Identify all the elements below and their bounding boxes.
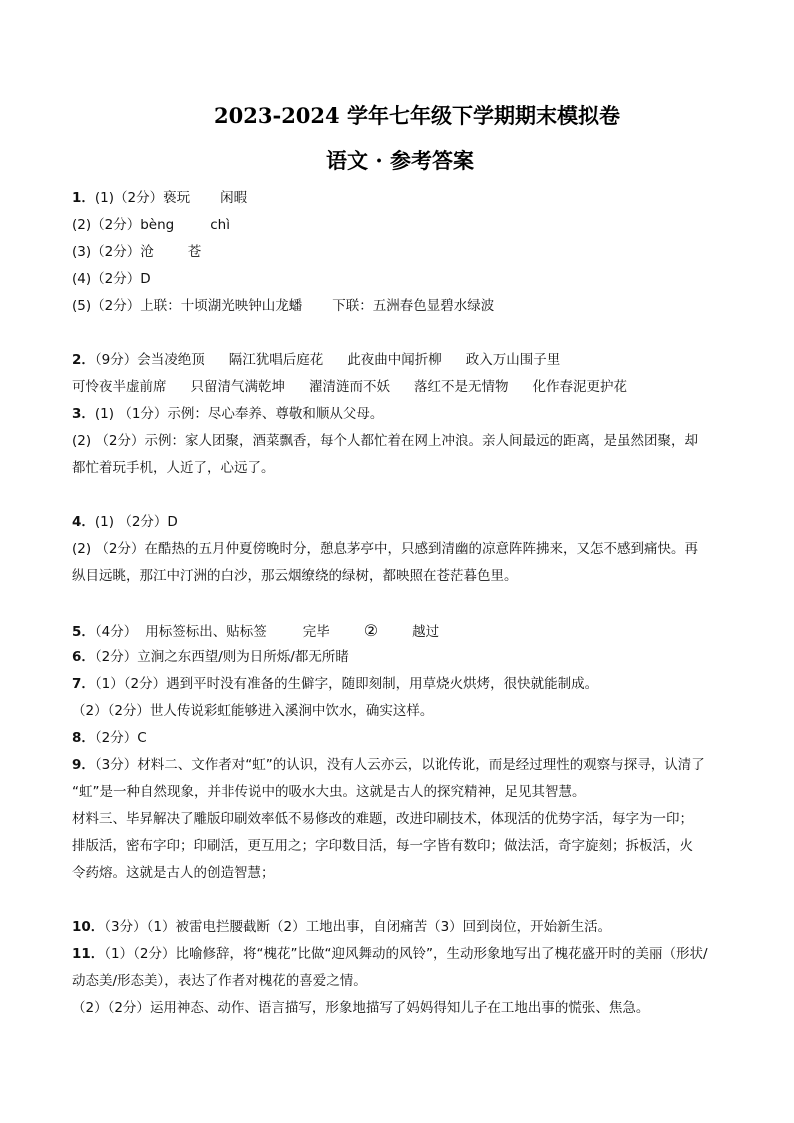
answer-text: “虹”是一种自然现象，并非传说中的吸水大虫。这就是古人的探究精神，足见其智慧。 xyxy=(72,784,586,800)
answer-label: （1）（2分） xyxy=(104,946,176,962)
answer-q1-5 xyxy=(72,293,724,320)
answer-text: 比喻修辞，将“槐花”比做“迎风舞动的风铃”，生动形象地写出了槐花盛开时的美丽（形状/ xyxy=(175,946,708,962)
answer-label: （9分） xyxy=(94,352,138,368)
question-number: 1． xyxy=(72,190,95,206)
answer-q11-1-cont xyxy=(72,968,724,995)
answer-text: chì xyxy=(210,217,230,233)
answer-q1-3 xyxy=(72,239,724,266)
answer-q3-1 xyxy=(72,401,724,428)
answer-label: (2)（2分） xyxy=(72,217,141,233)
answer-text: 材料三、毕昇解决了雕版印刷效率低不易修改的难题，改进印刷技术，体现活的优势字活，每字为一印； xyxy=(72,811,693,827)
answer-text: 濯清涟而不妖 xyxy=(309,379,390,395)
answer-label: （3分） xyxy=(104,919,147,935)
answer-text: D xyxy=(140,271,151,287)
answer-text: 完毕 xyxy=(302,624,330,640)
question-number: 7． xyxy=(72,676,95,692)
answer-text: 只留清气满乾坤 xyxy=(190,379,285,395)
answer-label: （1）（2分） xyxy=(94,676,167,692)
answer-text: 遇到平时没有准备的生僻字，随即刻制，用草烧火烘烤，很快就能制成。 xyxy=(166,676,599,692)
answer-q8 xyxy=(72,725,724,752)
question-number: 10． xyxy=(72,919,105,935)
answer-text: 亵玩 xyxy=(163,190,191,206)
answer-text: 苍 xyxy=(187,244,202,260)
answer-q2-line1 xyxy=(72,347,724,374)
answer-text: 令药熔。这就是古人的创造智慧； xyxy=(72,865,275,881)
answer-label: （2分） xyxy=(94,649,138,665)
answer-text: bèng xyxy=(140,217,175,233)
answer-text: 立涧之东西望/则为日所烁/都无所睹 xyxy=(137,649,349,665)
answer-q6 xyxy=(72,644,724,671)
answer-text: 运用神态、动作、语言描写，形象地描写了妈妈得知儿子在工地出事的慌张、焦急。 xyxy=(149,1000,650,1016)
question-number: 4． xyxy=(72,514,95,530)
question-number: 5． xyxy=(72,624,95,640)
answer-label: （2）（2分） xyxy=(72,1000,150,1016)
answer-q5 xyxy=(72,617,724,644)
answer-label: （4分） xyxy=(94,624,138,640)
answer-q4-1 xyxy=(72,509,724,536)
question-number: 3． xyxy=(72,406,95,422)
answer-q11-2 xyxy=(72,995,724,1022)
answer-text: 世人传说彩虹能够进入溪涧中饮水，确实这样。 xyxy=(149,703,434,719)
answer-text: 此夜曲中闻折柳 xyxy=(347,352,442,368)
answer-q9-line3 xyxy=(72,806,724,833)
answer-text: 会当凌绝顶 xyxy=(137,352,205,368)
answer-q1-4 xyxy=(72,266,724,293)
answer-label: （2分） xyxy=(94,730,138,746)
answer-text: 示例：家人团聚，酒菜飘香，每个人都忙着在网上冲浪。亲人间最远的距离，是虽然团聚，却 xyxy=(144,433,699,449)
answer-text: C xyxy=(137,730,147,746)
answer-q1-2 xyxy=(72,212,724,239)
question-number: 8． xyxy=(72,730,95,746)
answer-label: (5)（2分） xyxy=(72,298,141,314)
answer-text: D xyxy=(167,514,178,530)
answer-text: 在酷热的五月仲夏傍晚时分，憩息茅亭中，只感到清幽的凉意阵阵拂来，又怎不感到痛快。再 xyxy=(144,541,699,557)
answer-q11-1 xyxy=(72,941,724,968)
answer-q9-line4 xyxy=(72,833,724,860)
answer-label: (4)（2分） xyxy=(72,271,141,287)
answer-q9-line5 xyxy=(72,860,724,887)
answer-text: 落红不是无情物 xyxy=(414,379,509,395)
answer-text: 都忙着玩手机，人近了，心远了。 xyxy=(72,460,275,476)
answer-text: 可怜夜半虚前席 xyxy=(72,379,167,395)
answer-text: 示例：尽心奉养、尊敬和顺从父母。 xyxy=(167,406,384,422)
answer-text: 隔江犹唱后庭花 xyxy=(228,352,324,368)
answer-q10 xyxy=(72,914,724,941)
answer-text: 闲暇 xyxy=(220,190,248,206)
answer-list xyxy=(72,185,724,1022)
answer-text: 下联：五洲春色显碧水绿波 xyxy=(332,298,495,314)
answer-text: 上联：十顷湖光映钟山龙蟠 xyxy=(140,298,303,314)
answer-q4-2 xyxy=(72,536,724,563)
answer-q7-1 xyxy=(72,671,724,698)
question-number: 2． xyxy=(72,352,95,368)
question-number: 9． xyxy=(72,757,95,773)
answer-q4-2-cont xyxy=(72,563,724,590)
answer-text: 用标签标出、贴标签 xyxy=(145,624,267,640)
answer-text: 材料二、文作者对“虹”的认识，没有人云亦云，以讹传讹，而是经过理性的观察与探寻，认清了 xyxy=(137,757,705,773)
answer-label: (1)（2分） xyxy=(94,190,164,206)
answer-label: (1) （2分） xyxy=(94,514,168,530)
answer-label: (2) （2分） xyxy=(72,541,145,557)
question-number: 11． xyxy=(72,946,105,962)
answer-q2-line2 xyxy=(72,374,724,401)
answer-q3-2-cont xyxy=(72,455,724,482)
answer-label: (3)（2分） xyxy=(72,244,141,260)
question-number: 6． xyxy=(72,649,95,665)
answer-text: 动态美/形态美），表达了作者对槐花的喜爱之情。 xyxy=(72,973,367,989)
answer-q7-2 xyxy=(72,698,724,725)
answer-q9-line2 xyxy=(72,779,724,806)
answer-text: 化作春泥更护花 xyxy=(532,379,627,395)
answer-text: 纵目远眺，那江中汀洲的白沙，那云烟缭绕的绿树，都映照在苍茫暮色里。 xyxy=(72,568,518,584)
answer-q3-2 xyxy=(72,428,724,455)
answer-text: 排版活，密布字印；印刷活，更互用之；字印数目活，每一字皆有数印；做法活，奇字旋刻；拆板活，火 xyxy=(72,838,693,854)
answer-text: 政入万山围子里 xyxy=(465,352,561,368)
answer-label: (1) （1分） xyxy=(94,406,168,422)
answer-text: ② xyxy=(363,621,379,640)
answer-text: 沧 xyxy=(140,244,154,260)
answer-label: （3分） xyxy=(94,757,138,773)
page-title: 2023-2024 学年七年级下学期期末模拟卷 xyxy=(214,103,620,128)
answer-label: (2) （2分） xyxy=(72,433,145,449)
answer-text: （1）被雷电拦腰截断（2）工地出事，自闭痛苦（3）回到岗位，开始新生活。 xyxy=(146,919,612,935)
answer-label: （2）（2分） xyxy=(72,703,150,719)
answer-q9-line1 xyxy=(72,752,724,779)
answer-q1-1 xyxy=(72,185,724,212)
page-subtitle: 语文 · 参考答案 xyxy=(326,148,474,173)
answer-text: 越过 xyxy=(412,624,440,640)
